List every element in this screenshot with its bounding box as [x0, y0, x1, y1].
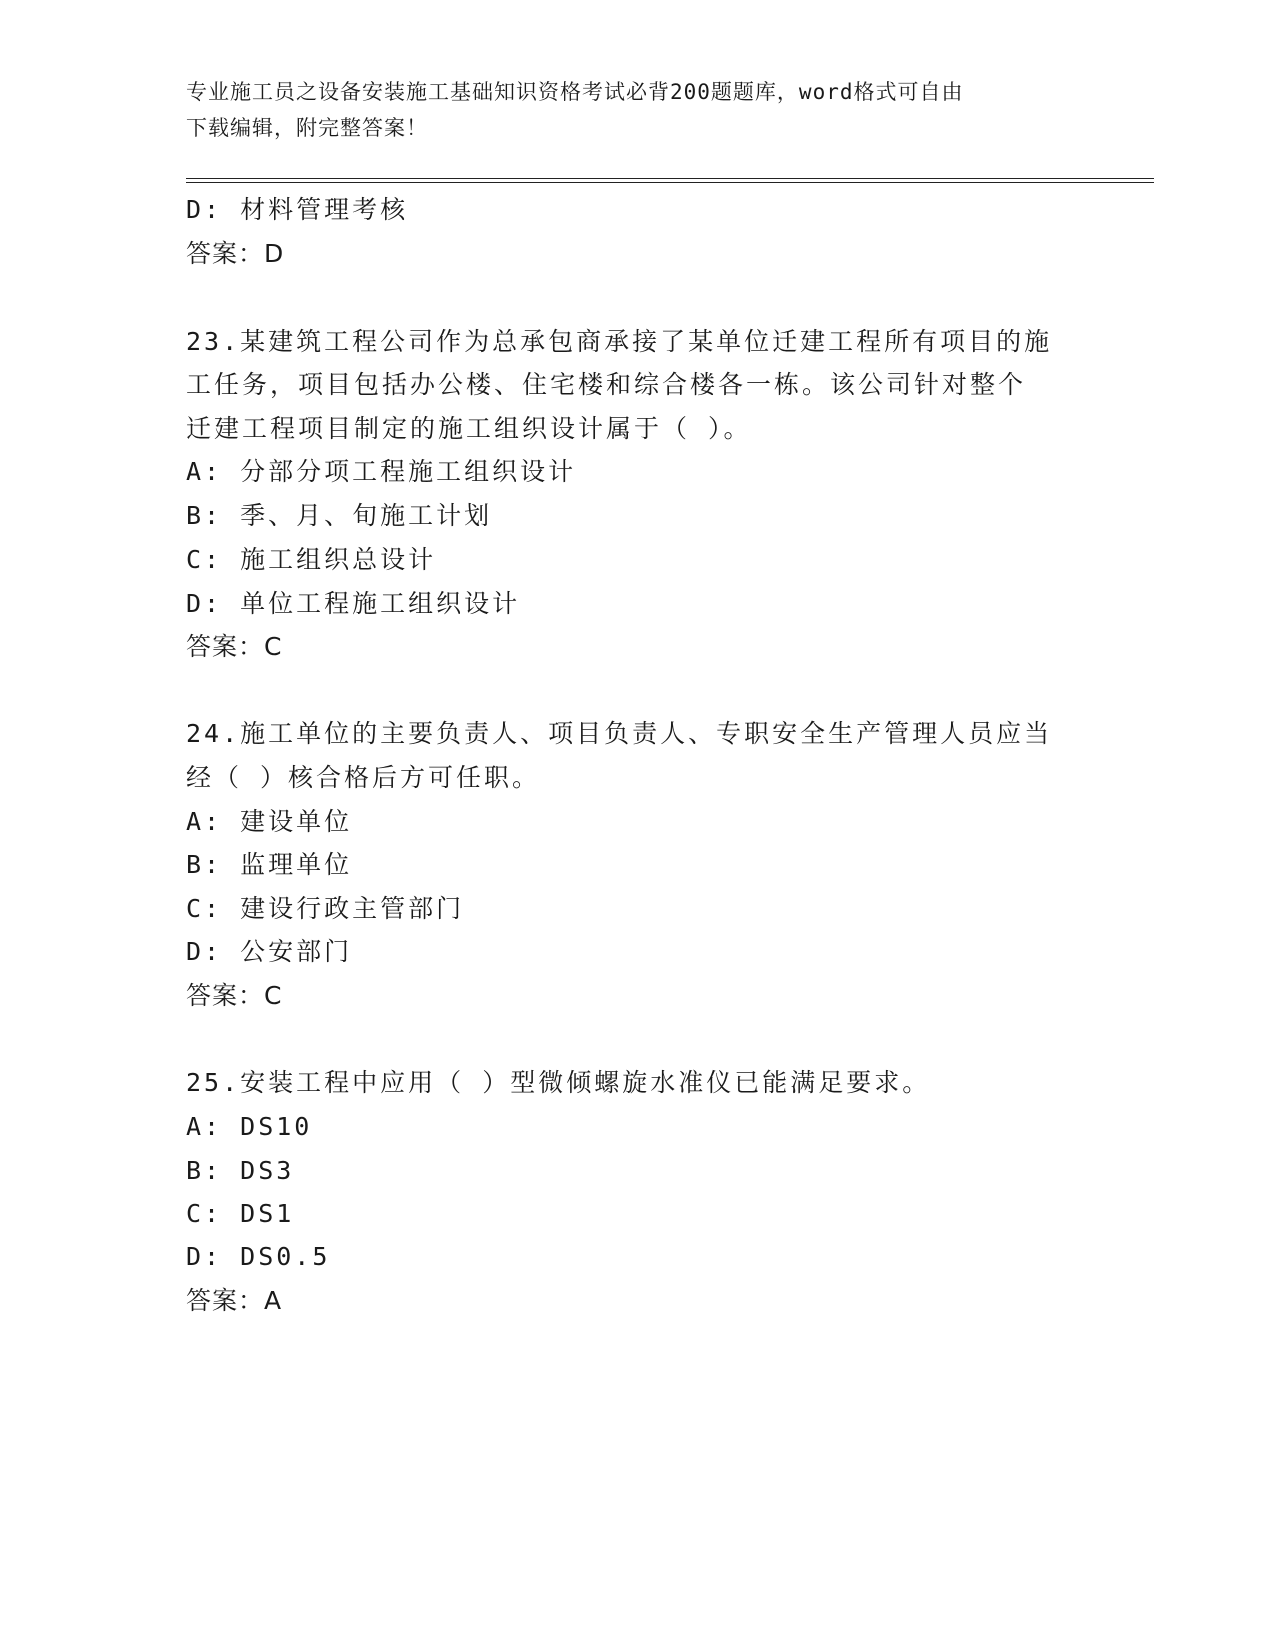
header-title-line-2: 下载编辑，附完整答案！ — [186, 116, 428, 140]
header-title-line-1: 专业施工员之设备安装施工基础知识资格考试必背200题题库，word格式可自由 — [186, 80, 964, 104]
question-24-stem-line-2: 经（ ）核合格后方可任职。 — [186, 763, 541, 792]
header-divider-top — [186, 178, 1154, 179]
question-24-option-b: B: 监理单位 — [186, 850, 353, 879]
question-23-answer: 答案：C — [186, 632, 283, 661]
question-25-option-c: C: DS1 — [186, 1199, 295, 1228]
question-25-option-d: D: DS0.5 — [186, 1242, 331, 1271]
question-24-option-d: D: 公安部门 — [186, 937, 353, 966]
question-24-option-a: A: 建设单位 — [186, 807, 353, 836]
document-header — [186, 74, 1066, 146]
question-25-option-b: B: DS3 — [186, 1156, 295, 1185]
question-25-option-a: A: DS10 — [186, 1112, 313, 1141]
prev-question-option-d: D: 材料管理考核 — [186, 195, 409, 224]
question-24-answer: 答案：C — [186, 981, 283, 1010]
question-25-answer: 答案：A — [186, 1286, 283, 1315]
prev-question-answer: 答案：D — [186, 239, 285, 268]
question-23-stem-line-3: 迁建工程项目制定的施工组织设计属于（ ）。 — [186, 414, 752, 443]
question-23-option-c: C: 施工组织总设计 — [186, 545, 437, 574]
question-23-stem-line-1: 23.某建筑工程公司作为总承包商承接了某单位迁建工程所有项目的施 — [186, 327, 1053, 356]
question-23-option-d: D: 单位工程施工组织设计 — [186, 589, 521, 618]
question-24-stem-line-1: 24.施工单位的主要负责人、项目负责人、专职安全生产管理人员应当 — [186, 719, 1053, 748]
question-25-stem-line-1: 25.安装工程中应用（ ）型微倾螺旋水准仪已能满足要求。 — [186, 1068, 931, 1097]
question-24-option-c: C: 建设行政主管部门 — [186, 894, 465, 923]
question-23-option-a: A: 分部分项工程施工组织设计 — [186, 457, 577, 486]
header-divider-bottom — [186, 182, 1154, 183]
question-23-option-b: B: 季、月、旬施工计划 — [186, 501, 493, 530]
question-23-stem-line-2: 工任务，项目包括办公楼、住宅楼和综合楼各一栋。该公司针对整个 — [186, 370, 1027, 399]
